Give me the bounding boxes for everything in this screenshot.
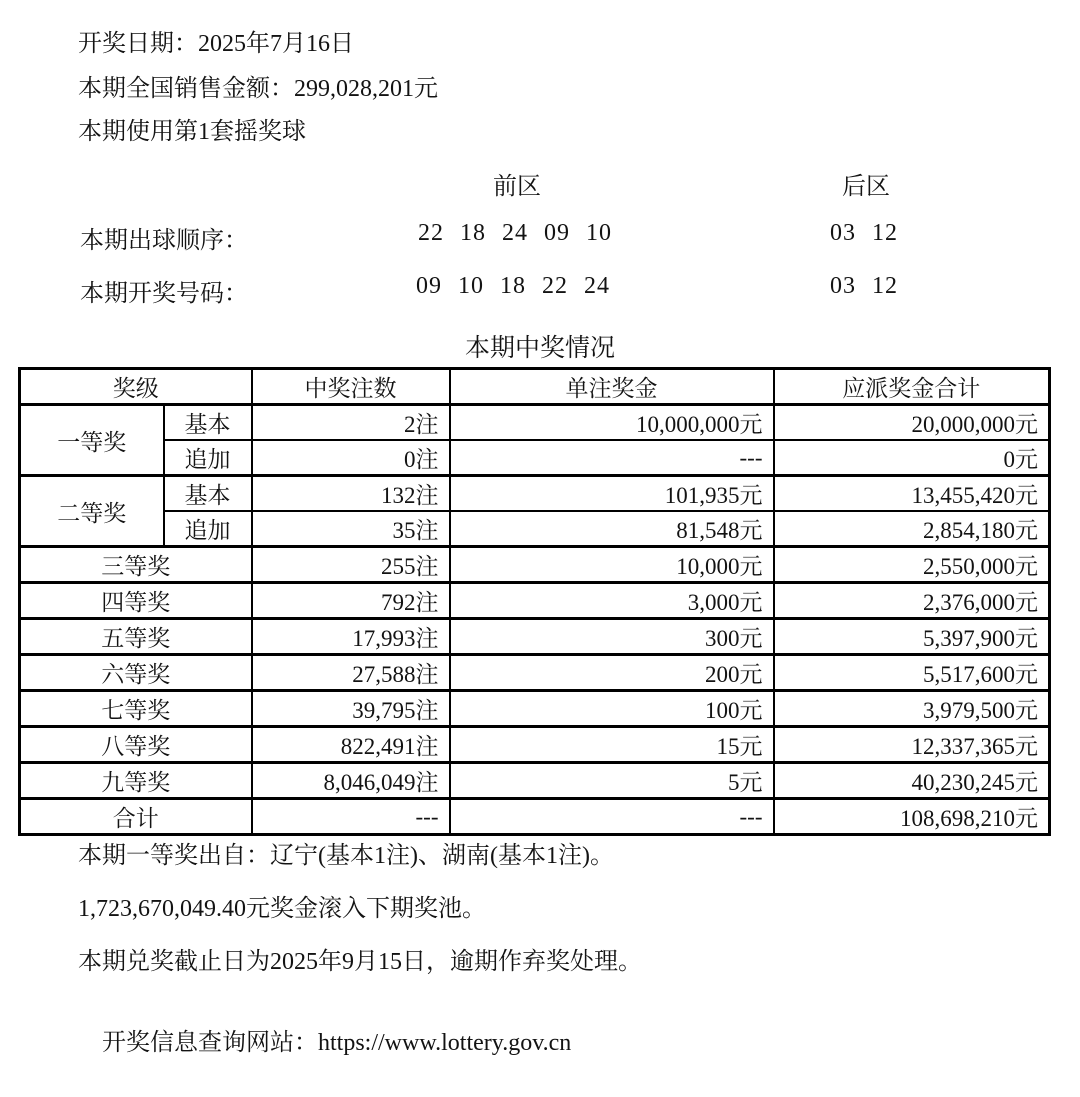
prize-level-cell: 五等奖 xyxy=(20,619,252,655)
table-row xyxy=(20,655,1050,691)
single-prize-cell: 100元 xyxy=(450,691,774,727)
count-cell: 17,993注 xyxy=(252,619,450,655)
total-prize-cell: 108,698,210元 xyxy=(774,799,1050,835)
ball-order-row xyxy=(0,220,1080,254)
zone-header-row xyxy=(0,166,1080,200)
table-row xyxy=(20,727,1050,763)
header-prize-level: 奖级 xyxy=(20,369,252,405)
total-label-cell: 合计 xyxy=(20,799,252,835)
sub-type-cell: 追加 xyxy=(164,511,252,547)
winning-numbers-row xyxy=(0,273,1080,307)
winning-numbers-front: 09 10 18 22 24 xyxy=(416,273,610,299)
total-prize-cell: 20,000,000元 xyxy=(774,405,1050,441)
total-prize-cell: 2,376,000元 xyxy=(774,583,1050,619)
winning-numbers-back: 03 12 xyxy=(830,273,898,299)
table-row xyxy=(20,547,1050,583)
table-row xyxy=(20,691,1050,727)
table-row xyxy=(20,763,1050,799)
count-cell: 0注 xyxy=(252,440,450,476)
count-cell: 8,046,049注 xyxy=(252,763,450,799)
table-row xyxy=(20,511,1050,547)
single-prize-cell: --- xyxy=(450,440,774,476)
header-total-prize: 应派奖金合计 xyxy=(774,369,1050,405)
prize-level-cell: 六等奖 xyxy=(20,655,252,691)
single-prize-cell: 101,935元 xyxy=(450,476,774,512)
table-row xyxy=(20,405,1050,441)
total-prize-cell: 3,979,500元 xyxy=(774,691,1050,727)
info-website-url[interactable]: https://www.lottery.gov.cn xyxy=(318,1029,572,1056)
single-prize-cell: 10,000,000元 xyxy=(450,405,774,441)
prize-level-cell: 七等奖 xyxy=(20,691,252,727)
prize-level-cell: 三等奖 xyxy=(20,547,252,583)
count-cell: 255注 xyxy=(252,547,450,583)
total-prize-cell: 40,230,245元 xyxy=(774,763,1050,799)
claim-deadline-note: 本期兑奖截止日为2025年9月15日，逾期作弃奖处理。 xyxy=(78,949,642,975)
jackpot-rollover-note: 1,723,670,049.40元奖金滚入下期奖池。 xyxy=(78,896,486,922)
count-cell: 39,795注 xyxy=(252,691,450,727)
table-total-row xyxy=(20,799,1050,835)
single-prize-cell: 200元 xyxy=(450,655,774,691)
count-cell: 35注 xyxy=(252,511,450,547)
back-zone-label: 后区 xyxy=(842,174,890,200)
total-prize-cell: 2,854,180元 xyxy=(774,511,1050,547)
prize-table-title: 本期中奖情况 xyxy=(464,335,615,362)
first-prize-origin-note: 本期一等奖出自：辽宁(基本1注)、湖南(基本1注)。 xyxy=(78,843,614,869)
total-prize-cell: 2,550,000元 xyxy=(774,547,1050,583)
single-prize-cell: 15元 xyxy=(450,727,774,763)
total-prize-cell: 0元 xyxy=(774,440,1050,476)
single-prize-cell: --- xyxy=(450,799,774,835)
count-cell: 2注 xyxy=(252,405,450,441)
total-prize-cell: 12,337,365元 xyxy=(774,727,1050,763)
total-prize-cell: 5,397,900元 xyxy=(774,619,1050,655)
count-cell: 822,491注 xyxy=(252,727,450,763)
header-single-prize: 单注奖金 xyxy=(450,369,774,405)
sub-type-cell: 追加 xyxy=(164,440,252,476)
table-header-row xyxy=(20,369,1050,405)
ball-set-line: 本期使用第1套摇奖球 xyxy=(78,119,306,145)
single-prize-cell: 3,000元 xyxy=(450,583,774,619)
ball-order-label: 本期出球顺序： xyxy=(80,228,248,254)
table-row xyxy=(20,476,1050,512)
table-row xyxy=(20,440,1050,476)
single-prize-cell: 10,000元 xyxy=(450,547,774,583)
prize-level-cell: 二等奖 xyxy=(20,476,164,547)
count-cell: 792注 xyxy=(252,583,450,619)
table-row xyxy=(20,583,1050,619)
info-website-line xyxy=(78,1002,571,1085)
count-cell: --- xyxy=(252,799,450,835)
prize-level-cell: 四等奖 xyxy=(20,583,252,619)
count-cell: 132注 xyxy=(252,476,450,512)
info-website-label: 开奖信息查询网站： xyxy=(102,1029,318,1056)
ball-order-back-numbers: 03 12 xyxy=(830,220,898,246)
prize-table xyxy=(18,367,1051,836)
winning-numbers-label: 本期开奖号码： xyxy=(80,281,248,307)
header-count: 中奖注数 xyxy=(252,369,450,405)
ball-order-front-numbers: 22 18 24 09 10 xyxy=(418,220,612,246)
sub-type-cell: 基本 xyxy=(164,405,252,441)
prize-level-cell: 八等奖 xyxy=(20,727,252,763)
front-zone-label: 前区 xyxy=(493,174,541,200)
draw-date-line: 开奖日期：2025年7月16日 xyxy=(78,31,354,57)
single-prize-cell: 300元 xyxy=(450,619,774,655)
single-prize-cell: 81,548元 xyxy=(450,511,774,547)
prize-level-cell: 九等奖 xyxy=(20,763,252,799)
table-row xyxy=(20,619,1050,655)
sub-type-cell: 基本 xyxy=(164,476,252,512)
total-prize-cell: 5,517,600元 xyxy=(774,655,1050,691)
sales-amount-line: 本期全国销售金额：299,028,201元 xyxy=(78,76,438,102)
single-prize-cell: 5元 xyxy=(450,763,774,799)
prize-level-cell: 一等奖 xyxy=(20,405,164,476)
count-cell: 27,588注 xyxy=(252,655,450,691)
total-prize-cell: 13,455,420元 xyxy=(774,476,1050,512)
